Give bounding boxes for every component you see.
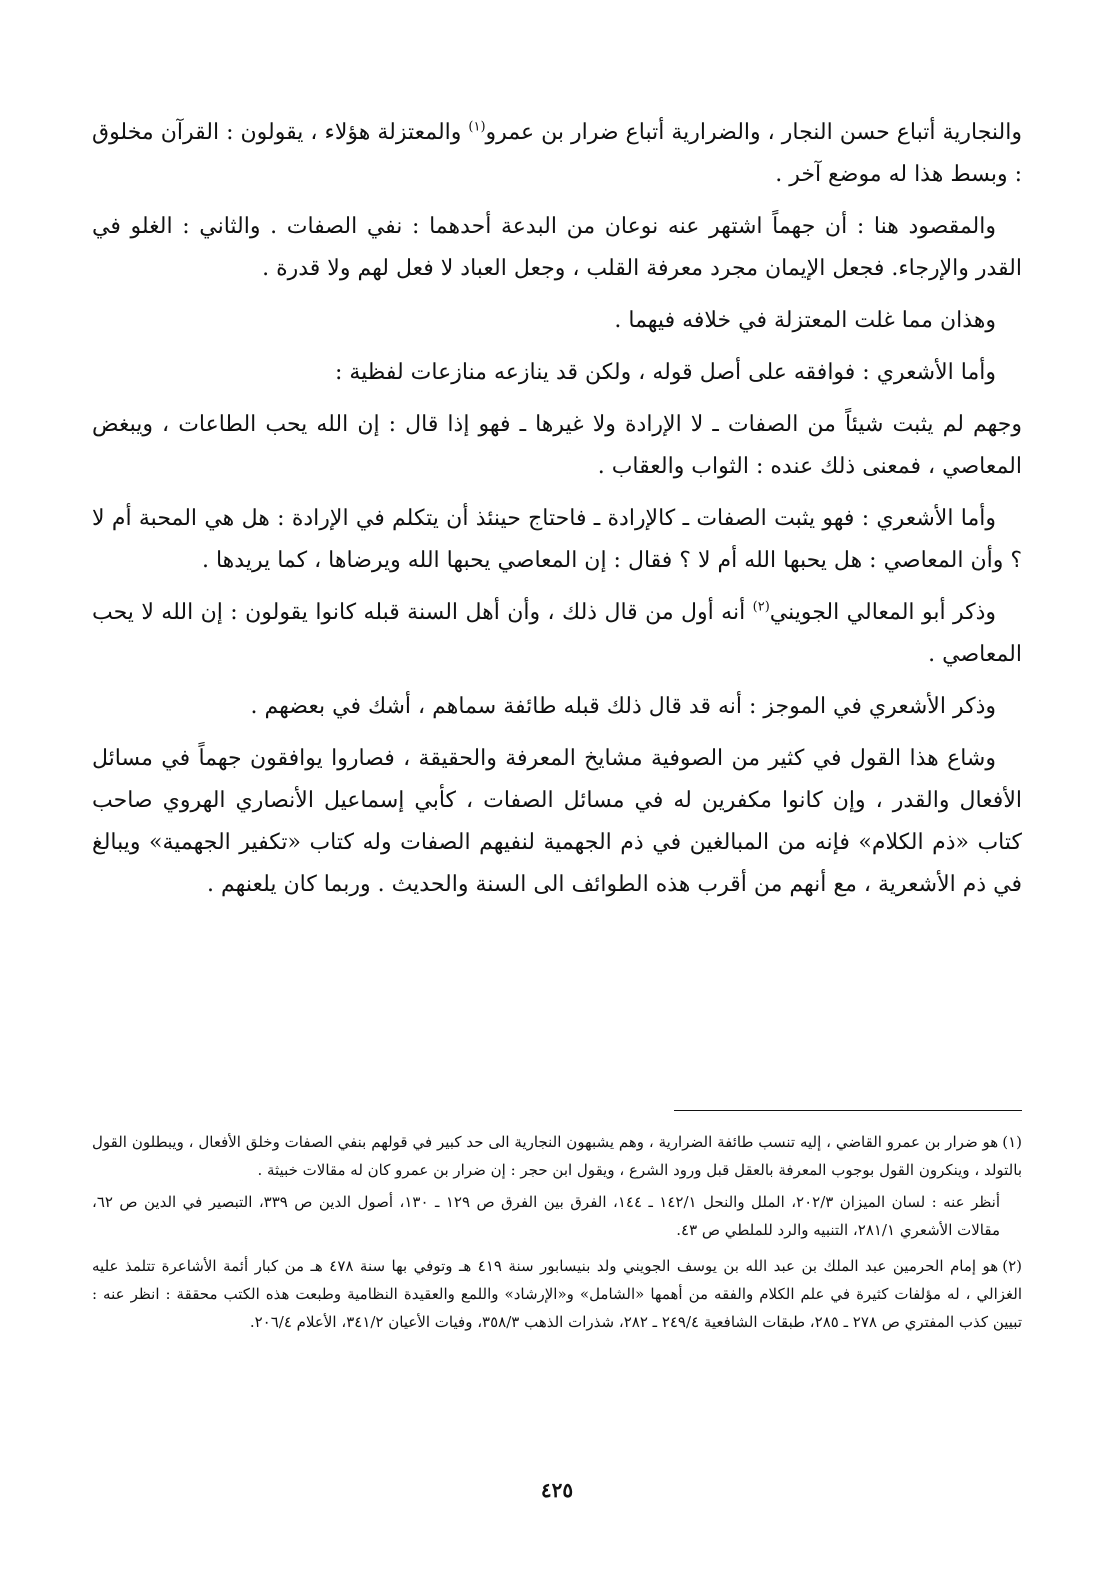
page-number: ٤٢٥: [540, 1478, 574, 1502]
footnote-2-number: (٢): [1002, 1257, 1022, 1275]
paragraph-3: وهذان مما غلت المعتزلة في خلافه فيهما .: [614, 308, 996, 333]
paragraph-4: وأما الأشعري : فوافقه على أصل قوله ، ولكن قد ينازعه منازعات لفظية :: [334, 360, 996, 385]
paragraph-1: [92, 112, 1022, 196]
footnote-1-sources: أنظر عنه : لسان الميزان ٢٠٢/٣، الملل والنحل ١٤٢/١ ـ ١٤٤، الفرق بين الفرق ص ١٢٩ ـ ١٣٠، أصول الدين ص ٣٣٩، التبصير في الدين ص ٦٢، مقالات الأشعري ٢٨١/١، التنبيه والرد للملطي ص ٤٣.: [92, 1193, 1000, 1239]
paragraph-7-text-before: وذكر أبو المعالي الجويني: [769, 600, 996, 625]
footnote-1-number: (١): [1002, 1133, 1022, 1151]
paragraph-7-text-after: أنه أول من قال ذلك ، وأن أهل السنة قبله كانوا يقولون : إن الله لا يحب المعاصي .: [92, 600, 1022, 667]
paragraph-9: وشاع هذا القول في كثير من الصوفية مشايخ المعرفة والحقيقة ، فصاروا يوافقون جهماً في مسائل الأفعال والقدر ، وإن كانوا مكفرين له في مسائل الصفات ، كأبي إسماعيل الأنصاري الهروي صاحب كتاب «ذم الكلام» فإنه من المبالغين في ذم الجهمية لنفيهم الصفات وله كتاب «تكفير الجهمية» ويبالغ في ذم الأشعرية ، مع أنهم من أقرب هذه الطوائف الى السنة والحديث . وربما كان يلعنهم .: [92, 746, 1022, 897]
footnote-ref-1: (١): [468, 119, 486, 135]
paragraph-2: والمقصود هنا : أن جهماً اشتهر عنه نوعان من البدعة أحدهما : نفي الصفات . والثاني : الغلو في القدر والإرجاء. فجعل الإيمان مجرد معرفة القلب ، وجعل العباد لا فعل لهم ولا قدرة .: [92, 214, 1022, 281]
paragraph-8: وذكر الأشعري في الموجز : أنه قد قال ذلك قبله طائفة سماهم ، أشك في بعضهم .: [250, 694, 996, 719]
footnote-1: [92, 1128, 1022, 1184]
footnote-2-text: هو إمام الحرمين عبد الملك بن عبد الله بن يوسف الجويني ولد بنيسابور سنة ٤١٩ هـ وتوفي بها سنة ٤٧٨ هـ من كبار أئمة الأشاعرة تتلمذ عليه الغزالي ، له مؤلفات كثيرة في علم الكلام والفقه من أهمها «الشامل» و«الإرشاد» واللمع والعقيدة النظامية وطبعت هذه الكتب محققة : انظر عنه : تبيين كذب المفتري ص ٢٧٨ ـ ٢٨٥، طبقات الشافعية ٢٤٩/٤ ـ ٢٨٢، شذرات الذهب ٣٥٨/٣، وفيات الأعيان ٣٤١/٢، الأعلام ٢٠٦/٤.: [92, 1257, 1022, 1331]
paragraph-1-text-after: والمعتزلة هؤلاء ، يقولون : القرآن مخلوق : وبسط هذا له موضع آخر .: [92, 120, 1022, 187]
paragraph-5: وجهم لم يثبت شيئاً من الصفات ـ لا الإرادة ولا غيرها ـ فهو إذا قال : إن الله يحب الطاعات ، ويبغض المعاصي ، فمعنى ذلك عنده : الثواب والعقاب .: [92, 412, 1022, 479]
footnote-ref-2: (٢): [752, 599, 770, 615]
main-text: [92, 112, 1022, 916]
paragraph-7: [92, 592, 1022, 676]
footnotes: [92, 1128, 1022, 1340]
footnote-1-text: هو ضرار بن عمرو القاضي ، إليه تنسب طائفة الضرارية ، وهم يشبهون النجارية الى حد كبير في قولهم بنفي الصفات وخلق الأفعال ، ويبطلون القول بالتولد ، وينكرون القول بوجوب المعرفة بالعقل قبل ورود الشرع ، ويقول ابن حجر : إن ضرار بن عمرو كان له مقالات خبيثة .: [92, 1133, 1022, 1179]
paragraph-6: وأما الأشعري : فهو يثبت الصفات ـ كالإرادة ـ فاحتاج حينئذ أن يتكلم في الإرادة : هل هي المحبة أم لا ؟ وأن المعاصي : هل يحبها الله أم لا ؟ فقال : إن المعاصي يحبها الله ويرضاها ، كما يريدها .: [92, 506, 1022, 573]
footnote-divider: [674, 1110, 1022, 1111]
footnote-2: [92, 1252, 1022, 1336]
paragraph-1-text-before: والنجارية أتباع حسن النجار ، والضرارية أتباع ضرار بن عمرو: [485, 120, 1022, 145]
